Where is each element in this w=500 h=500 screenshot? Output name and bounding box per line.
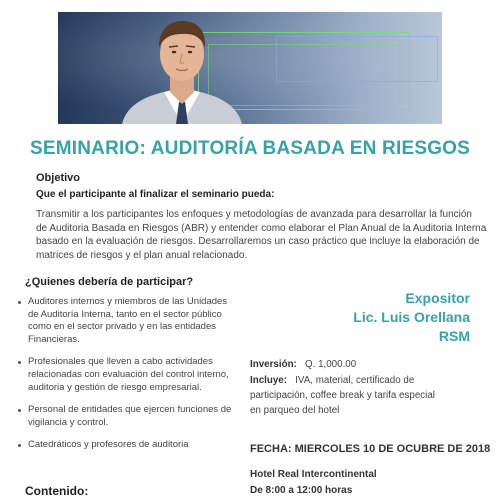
participantes-heading: ¿Quienes debería de participar?	[25, 276, 194, 288]
incluye-line: participación, coffee break y tarifa especial	[250, 390, 435, 401]
inversion-label: Inversión:	[250, 359, 297, 370]
list-item-line: auditoria y gestión de riesgo empresarial.	[28, 381, 202, 393]
objetivo-heading: Objetivo	[36, 172, 81, 184]
page-title: SEMINARIO: AUDITORÍA BASADA EN RIESGOS	[29, 138, 471, 159]
objetivo-line: matrices de riesgos y el plan anual relacionado.	[36, 249, 248, 261]
expositor-label: Expositor	[405, 290, 470, 306]
objetivo-paragraph	[36, 208, 496, 262]
objetivo-line: Transmitir a los participantes los enfoques y metodologías de avanzada para desarrollar la función	[36, 209, 472, 220]
list-item-line: relacionadas con evaluación del control interno,	[28, 368, 229, 380]
contenido-heading: Contenido:	[25, 484, 89, 498]
expositor-firm: RSM	[438, 328, 470, 344]
expositor-name: Lic. Luis Orellana	[353, 309, 470, 325]
list-item-line: vigilancia y control.	[28, 416, 109, 428]
incluye-line: en parqueo del hotel	[250, 405, 340, 416]
list-item	[18, 404, 233, 429]
list-item-line: Personal de entidades que ejercen funciones de	[28, 404, 232, 416]
list-item-line: Profesionales que lleven a cabo actividades	[28, 356, 213, 368]
incluye-label: Incluye:	[250, 375, 288, 386]
header-banner-image	[58, 12, 442, 124]
objetivo-line: de Auditoria Basada en Riesgos (ABR) y entender como elaborar el Plan Anual de la Auditoria Interna	[36, 222, 487, 234]
inversion-row	[250, 357, 356, 372]
list-item-line: como en el sector privado y en las entidades	[28, 321, 216, 333]
businessman-portrait	[102, 12, 262, 124]
list-item-line: de Auditoría Interna, tanto en el sector público	[28, 308, 222, 320]
banner-frame-decoration-blue	[276, 36, 438, 82]
list-item-line: Financieras.	[28, 333, 80, 345]
objetivo-line: basado en la evaluación de riesgos. Desarrollaremos un caso práctico que incluye la elaboración de	[36, 236, 480, 247]
list-item-line: Catedráticos y profesores de auditoria	[28, 439, 189, 451]
incluye-line: IVA, material, certificado de	[295, 375, 415, 386]
incluye-row	[250, 373, 414, 388]
participantes-list	[18, 296, 233, 462]
inversion-amount: Q. 1,000.00	[305, 359, 357, 370]
list-item-line: Auditores internos y miembros de las Unidades	[28, 296, 228, 307]
event-schedule: De 8:00 a 12:00 horas	[250, 485, 353, 496]
event-date: FECHA: MIERCOLES 10 DE OCUBRE DE 2018	[250, 443, 491, 455]
objetivo-subheading: Que el participante al finalizar el seminario pueda:	[36, 189, 275, 200]
list-item	[18, 439, 233, 452]
event-venue: Hotel Real Intercontinental	[250, 469, 377, 480]
list-item	[18, 296, 233, 346]
list-item	[18, 356, 233, 394]
